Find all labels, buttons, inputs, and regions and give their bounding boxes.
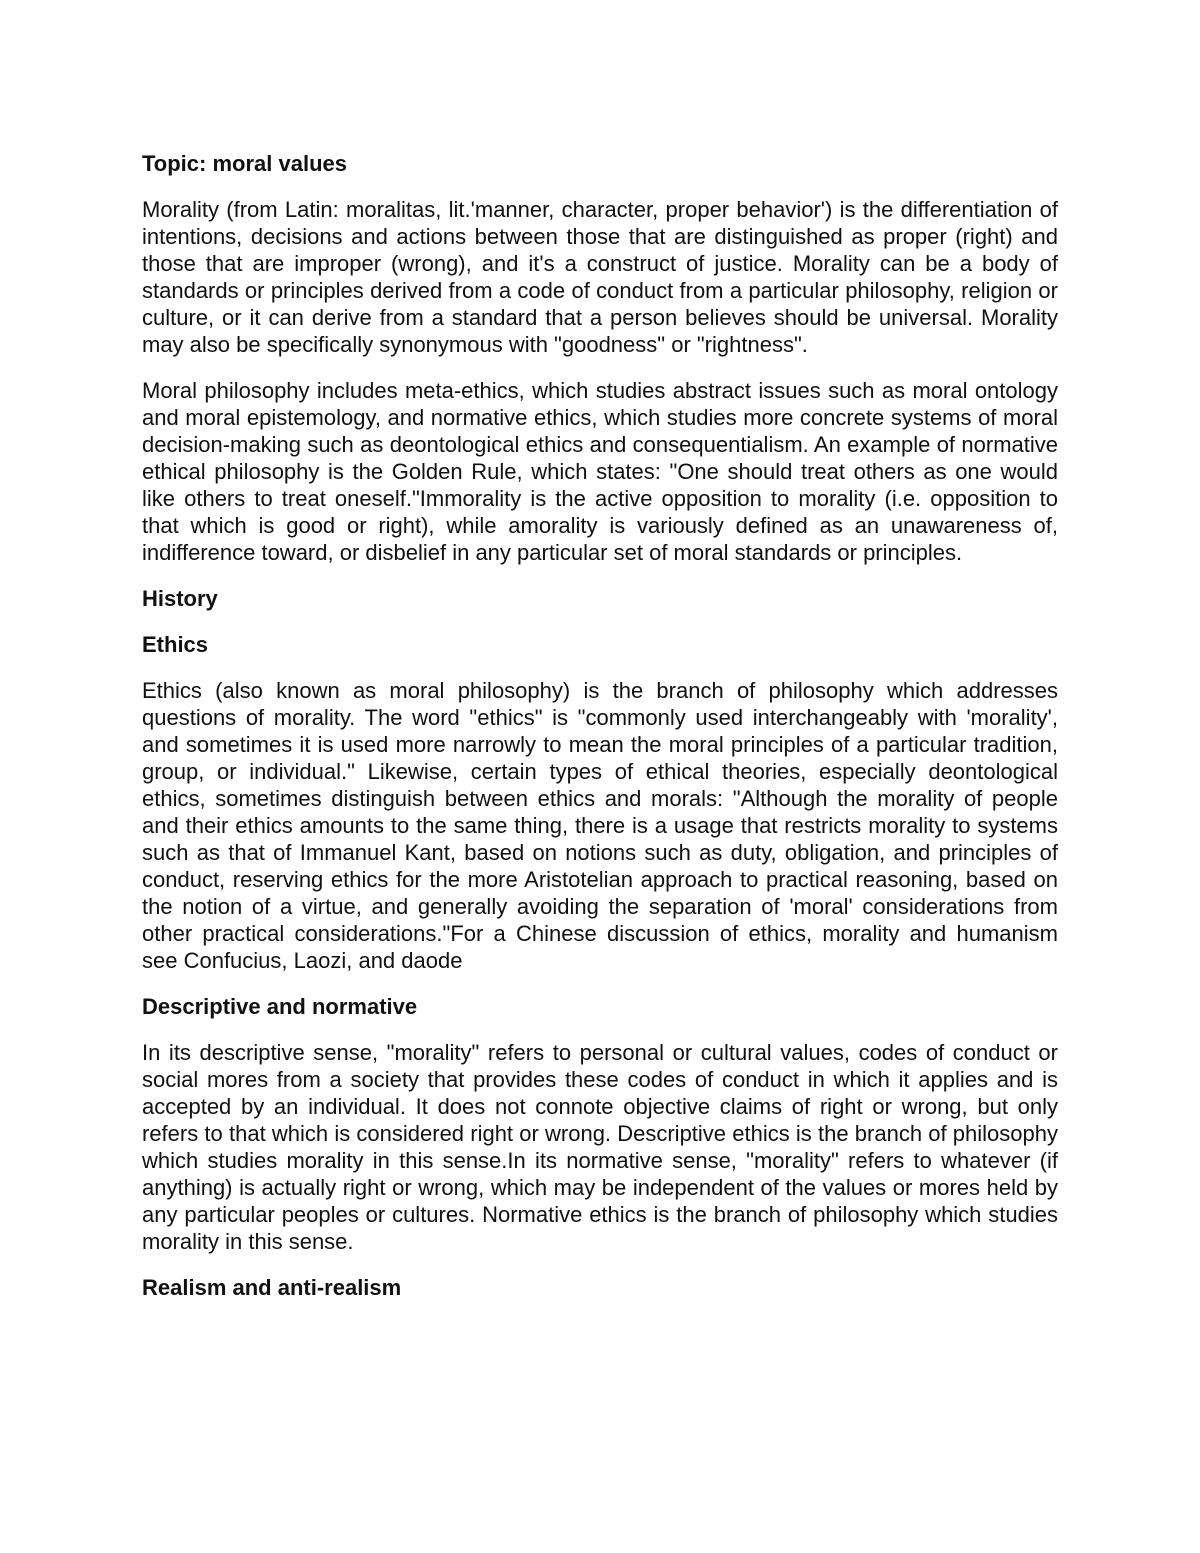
section-heading-descriptive-normative: Descriptive and normative [142, 994, 418, 1019]
paragraph-morality-definition: Morality (from Latin: moralitas, lit.'manner, character, proper behavior') is the differentiation of intentions, decisions and actions between those that are distinguished as proper (right) and those that are improper (wrong), and it's a construct of justice. Morality can be a body of standards or principles derived from a code of conduct from a particular philosophy, religion or culture, or it can derive from a standard that a person believes should be universal. Morality may also be specifically synonymous with "goodness" or "rightness". [142, 197, 1058, 357]
paragraph-ethics: Ethics (also known as moral philosophy) is the branch of philosophy which addresses questions of morality. The word "ethics" is "commonly used interchangeably with 'morality', and sometimes it is used more narrowly to mean the moral principles of a particular tradition, group, or individual." Likewise, certain types of ethical theories, especially deontological ethics, sometimes distinguish between ethics and morals: "Although the morality of people and their ethics amounts to the same thing, there is a usage that restricts morality to systems such as that of Immanuel Kant, based on notions such as duty, obligation, and principles of conduct, reserving ethics for the more Aristotelian approach to practical reasoning, based on the notion of a virtue, and generally avoiding the separation of 'moral' considerations from other practical considerations."For a Chinese discussion of ethics, morality and humanism see Confucius, Laozi, and daode [142, 678, 1058, 973]
paragraph-descriptive-normative: In its descriptive sense, "morality" refers to personal or cultural values, codes of conduct or social mores from a society that provides these codes of conduct in which it applies and is accepted by an individual. It does not connote objective claims of right or wrong, but only refers to that which is considered right or wrong. Descriptive ethics is the branch of philosophy which studies morality in this sense.In its normative sense, "morality" refers to whatever (if anything) is actually right or wrong, which may be independent of the values or mores held by any particular peoples or cultures. Normative ethics is the branch of philosophy which studies morality in this sense. [142, 1040, 1058, 1254]
section-heading-history: History [142, 586, 218, 611]
document-title: Topic: moral values [142, 151, 347, 176]
paragraph-moral-philosophy: Moral philosophy includes meta-ethics, which studies abstract issues such as moral ontology and moral epistemology, and normative ethics, which studies more concrete systems of moral decision-making such as deontological ethics and consequentialism. An example of normative ethical philosophy is the Golden Rule, which states: "One should treat others as one would like others to treat oneself."Immorality is the active opposition to morality (i.e. opposition to that which is good or right), while amorality is variously defined as an unawareness of, indifference toward, or disbelief in any particular set of moral standards or principles. [142, 378, 1058, 565]
section-heading-ethics: Ethics [142, 632, 209, 657]
document-page [142, 150, 1058, 1320]
section-heading-realism-anti-realism: Realism and anti-realism [142, 1275, 402, 1300]
